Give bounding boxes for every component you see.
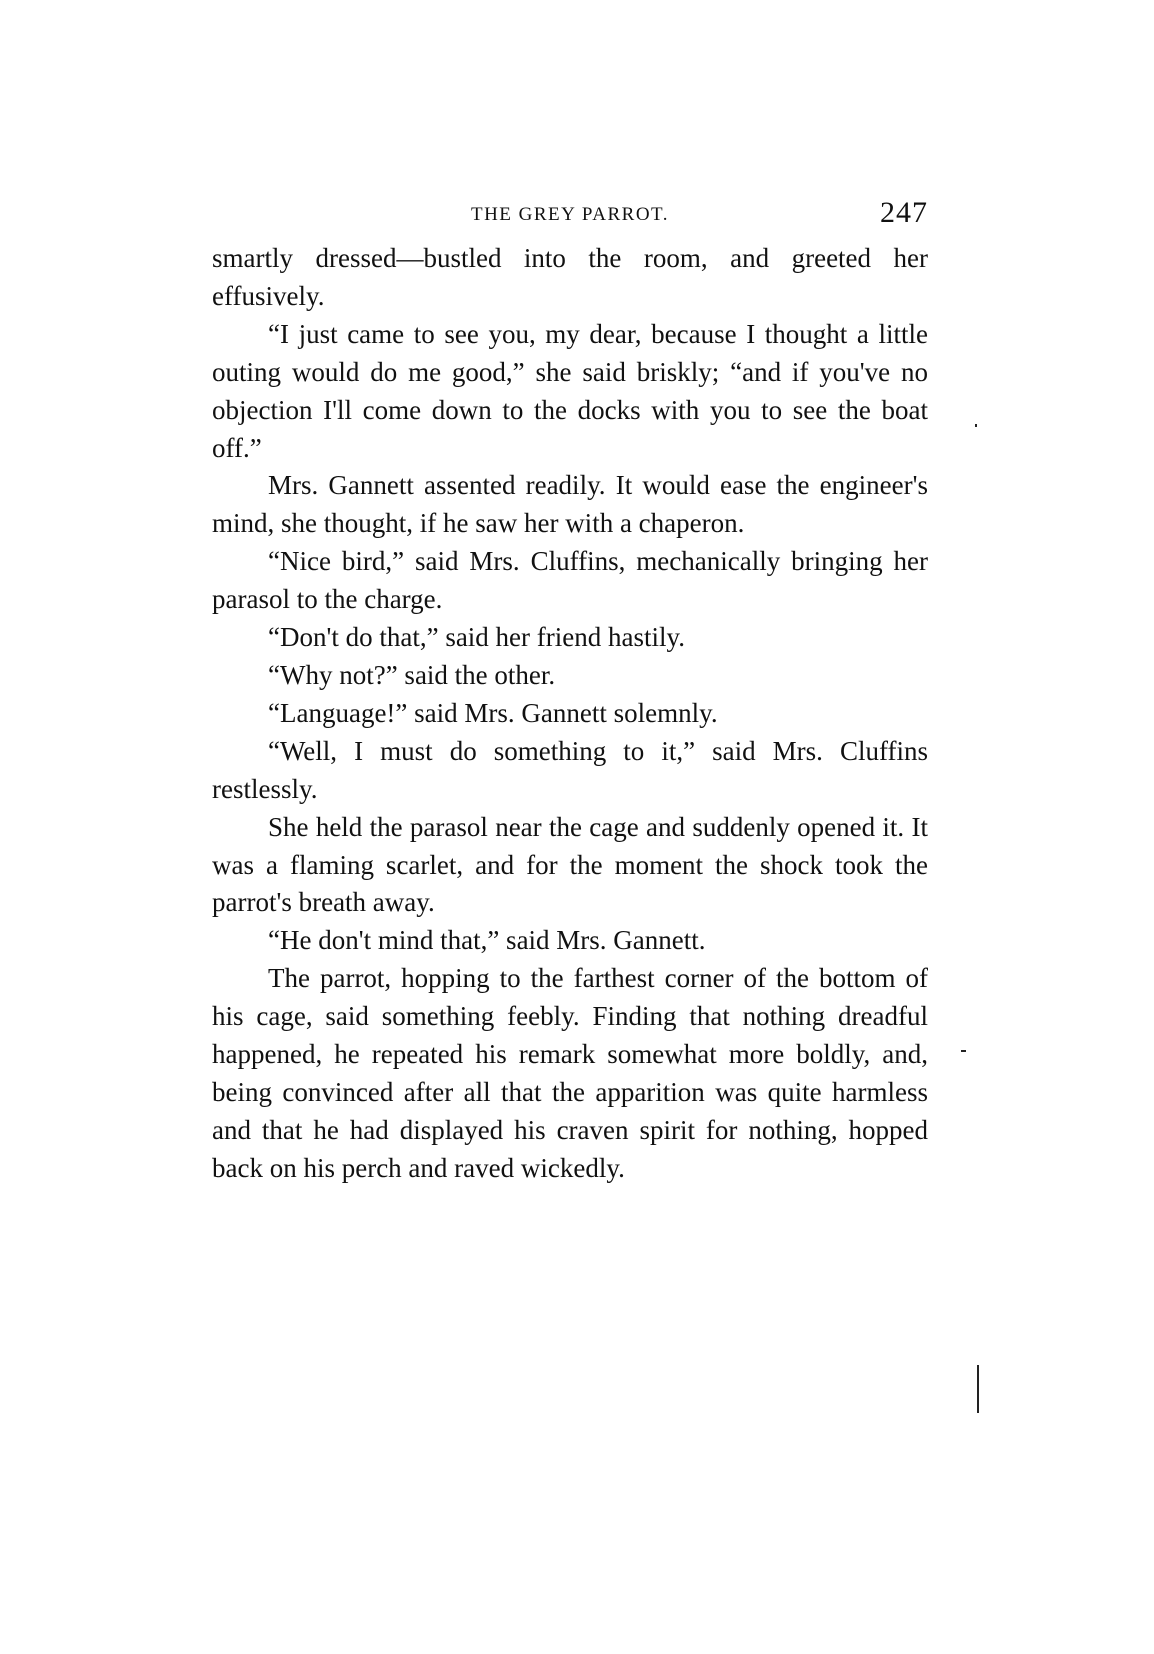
paragraph: “Don't do that,” said her friend hastily. xyxy=(268,622,685,653)
scan-speck xyxy=(975,424,977,427)
body-text xyxy=(212,240,928,1188)
paragraph: She held the parasol near the cage and suddenly opened it. It was a flaming scarlet, and for the moment the shock took the parrot's breath away. xyxy=(212,811,928,918)
paragraph: “Why not?” said the other. xyxy=(268,659,556,690)
paragraph: “Language!” said Mrs. Gannett solemnly. xyxy=(268,697,718,728)
running-head xyxy=(212,196,928,240)
paragraph: “Well, I must do something to it,” said Mrs. Cluffins restlessly. xyxy=(212,735,928,804)
paragraph: “I just came to see you, my dear, because I thought a little outing would do me good,” she said briskly; “and if you've no objection I'll come down to the docks with you to see the boat off.” xyxy=(212,318,928,463)
paragraph: The parrot, hopping to the farthest corner of the bottom of his cage, said something feebly. Finding that nothing dreadful happened, he repeated his remark somewhat more boldly, and, being convinced after all that the apparition was quite harmless and that he had displayed his craven spirit for nothing, hopped back on his perch and raved wickedly. xyxy=(212,963,928,1183)
running-title: THE GREY PARROT. xyxy=(470,204,669,225)
paragraph: “Nice bird,” said Mrs. Cluffins, mechanically bringing her parasol to the charge. xyxy=(212,546,928,615)
paragraph: “He don't mind that,” said Mrs. Gannett. xyxy=(268,925,706,956)
scan-mark xyxy=(977,1365,979,1413)
scan-speck xyxy=(961,1050,966,1052)
page-number: 247 xyxy=(880,196,928,229)
paragraph: smartly dressed—bustled into the room, and greeted her effusively. xyxy=(212,243,928,311)
paragraph: Mrs. Gannett assented readily. It would ease the engineer's mind, she thought, if he saw her with a chaperon. xyxy=(212,470,928,539)
